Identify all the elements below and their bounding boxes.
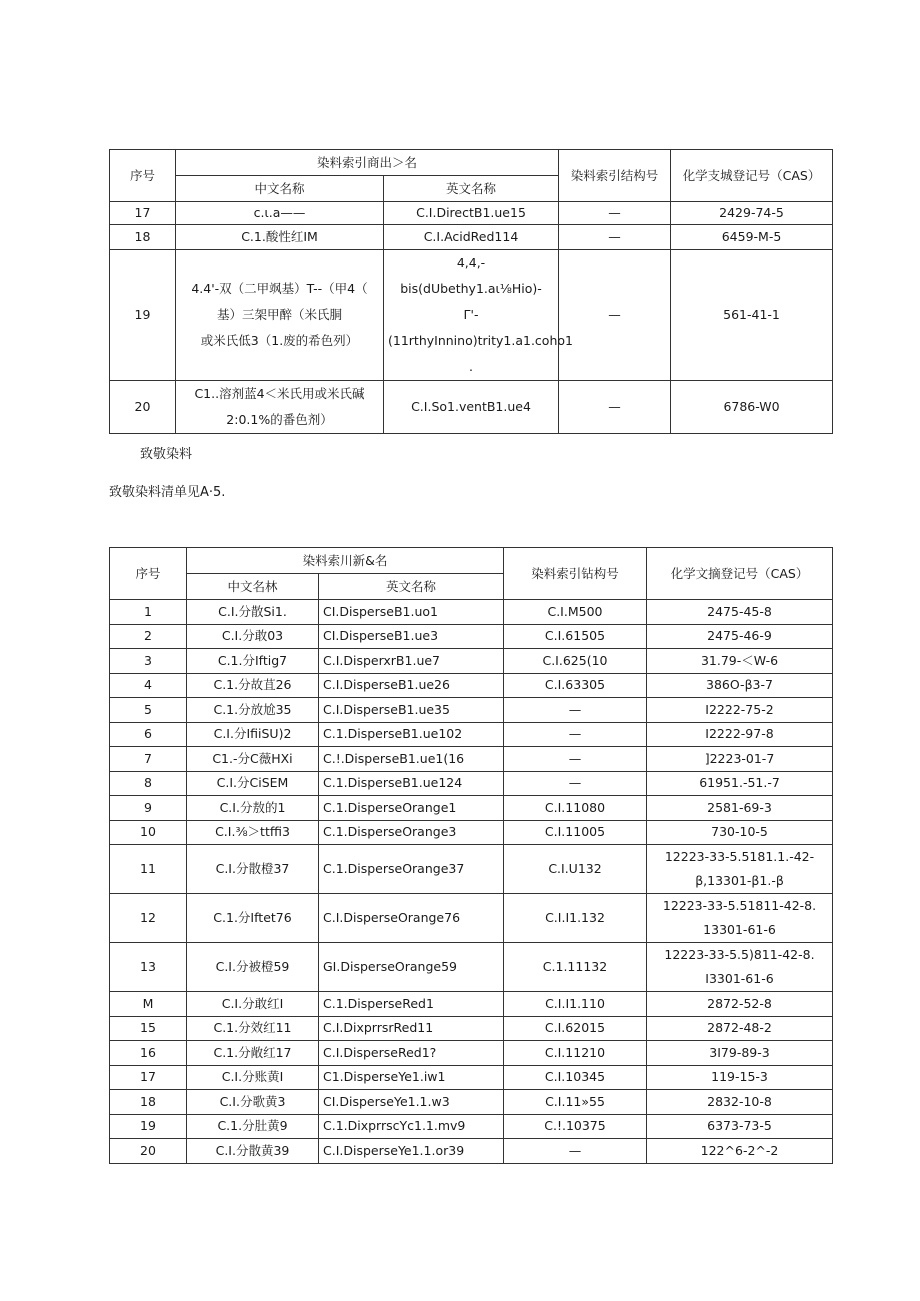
cell-cn-name-line: C.1.酸性红IM (241, 229, 318, 245)
cell-seq: M (110, 992, 187, 1017)
cell-seq: 19 (110, 1114, 187, 1139)
cell-cn-name-line: 或米氏低3（1.废的希色列） (200, 333, 359, 348)
cell-en-name: GI.DisperseOrange59 (319, 943, 504, 992)
cell-cas (647, 894, 833, 943)
cell-cas-line: 61951.-51.-7 (699, 775, 780, 791)
cell-seq: 13 (110, 943, 187, 992)
cell-cas (647, 698, 833, 723)
cell-cas-line: ]2223-01-7 (704, 750, 775, 766)
cell-cn-name-line: 2:0.1%的番色剂） (226, 412, 333, 427)
table-row (110, 698, 833, 723)
cell-cn-name: C.1.分故苴26 (187, 673, 319, 698)
cell-cn-name: C.1.分效红11 (187, 1016, 319, 1041)
cell-cas-line: 2832-10-8 (707, 1093, 772, 1109)
cell-en-name: C.1.DixprrscYc1.1.mv9 (319, 1114, 504, 1139)
cell-structure: C.!.10375 (504, 1114, 647, 1139)
cell-cn-name-line: 4.4'-双（二甲飒基）T--（甲4（ (191, 281, 368, 296)
cell-seq: 9 (110, 796, 187, 821)
cell-en-name: C.1.DisperseB1.ue102 (319, 722, 504, 747)
cell-structure: C.I.61505 (504, 624, 647, 649)
table-row (110, 1016, 833, 1041)
cell-cn-name: C.I.分CiSEM (187, 771, 319, 796)
table-row (110, 722, 833, 747)
cell-cn-name: C.I.分散橙37 (187, 845, 319, 894)
dye-table-1-body (110, 202, 833, 434)
cell-cas (647, 845, 833, 894)
header-index-name: 染料索川新&名 (187, 548, 504, 574)
cell-cas-line: 2475-45-8 (707, 603, 772, 619)
cell-en-name: C.I.DisperseYe1.1.or39 (319, 1139, 504, 1164)
cell-en-name: C.1.DisperseOrange1 (319, 796, 504, 821)
cell-cas (647, 1139, 833, 1164)
cell-cas-line: 730-10-5 (711, 824, 768, 840)
cell-en-name-line: C.I.DirectB1.ue15 (416, 205, 526, 221)
cell-seq: 12 (110, 894, 187, 943)
table-row (110, 747, 833, 772)
cell-seq: 3 (110, 649, 187, 674)
table-row (110, 673, 833, 698)
cell-cn-name: C.1.分放尬35 (187, 698, 319, 723)
header-cas: 化学文摘登记号（CAS） (647, 548, 833, 600)
header-en-name: 英文名称 (319, 574, 504, 600)
cell-en-name: C.I.DisperseB1.ue35 (319, 698, 504, 723)
cell-cn-name: C.I.分散Si1. (187, 600, 319, 625)
cell-en-name: C.!.DisperseB1.ue1(16 (319, 747, 504, 772)
cell-en-name: C1.DisperseYe1.iw1 (319, 1065, 504, 1090)
cell-cn-name (176, 381, 384, 434)
table-row (110, 992, 833, 1017)
cell-structure: — (504, 698, 647, 723)
cell-structure: C.I.11005 (504, 820, 647, 845)
cell-cas-line: 119-15-3 (711, 1069, 768, 1085)
dye-table-2 (109, 547, 833, 1164)
table-row (110, 1041, 833, 1066)
cell-cas-line: 6373-73-5 (707, 1118, 772, 1134)
cell-en-name: C.I.DisperseOrange76 (319, 894, 504, 943)
cell-en-name (384, 250, 573, 381)
header-cn-name: 中文名林 (187, 574, 319, 600)
cell-en-name-line: Γ'- (463, 307, 479, 322)
header-seq: 序号 (110, 150, 176, 202)
cell-en-name-line: . (469, 359, 473, 374)
cell-structure: C.1.11132 (504, 943, 647, 992)
cell-en-name: C.1.DisperseOrange3 (319, 820, 504, 845)
table-row (110, 649, 833, 674)
header-structure: 染料索引结构号 (559, 150, 671, 202)
cell-cas-line: 3I79-89-3 (709, 1044, 770, 1060)
cell-en-name-line: (11rthyInnino)trity1.a1.coho1 (388, 333, 573, 348)
dye-table-1 (109, 149, 833, 434)
table-row (110, 624, 833, 649)
cell-seq: 18 (110, 225, 176, 250)
table-row (110, 820, 833, 845)
table-row (110, 1114, 833, 1139)
table-row (110, 225, 833, 250)
cell-cn-name-line: C1..溶剂蓝4＜米氏用或米氏碱 (194, 386, 365, 401)
cell-en-name: C.I.DisperseB1.ue26 (319, 673, 504, 698)
header-cas: 化学支城登记号（CAS） (671, 150, 833, 202)
cell-seq: 6 (110, 722, 187, 747)
cell-cn-name: C.I.分敖的1 (187, 796, 319, 821)
cell-cn-name: C.1.分敞红17 (187, 1041, 319, 1066)
table-row (110, 845, 833, 894)
cell-cn-name: C.1.分Iftig7 (187, 649, 319, 674)
table-row (110, 202, 833, 225)
cell-seq: 4 (110, 673, 187, 698)
cell-seq: 17 (110, 202, 176, 225)
cell-cas: 6459-M-5 (671, 225, 833, 250)
cell-cas-line: β,13301-β1.-β (695, 873, 784, 888)
cell-cas (647, 943, 833, 992)
cell-cas-line: I3301-61-6 (705, 971, 774, 986)
table-row (110, 771, 833, 796)
cell-en-name: CI.DisperseYe1.1.w3 (319, 1090, 504, 1115)
cell-cas-line: 2581-69-3 (707, 799, 772, 815)
cell-cn-name: C.I.分敢红I (187, 992, 319, 1017)
cell-cas (647, 747, 833, 772)
cell-cn-name: C.1.分肚黄9 (187, 1114, 319, 1139)
cell-structure: — (559, 250, 671, 381)
cell-seq: 20 (110, 1139, 187, 1164)
cell-en-name: C.1.DisperseRed1 (319, 992, 504, 1017)
cell-cas (647, 600, 833, 625)
cell-structure: C.I.625(10 (504, 649, 647, 674)
cell-structure: C.I.U132 (504, 845, 647, 894)
cell-structure: C.I.M500 (504, 600, 647, 625)
cell-seq: 2 (110, 624, 187, 649)
header-seq: 序号 (110, 548, 187, 600)
cell-cas-line: 13301-61-6 (703, 922, 776, 937)
cell-en-name: C.I.DixprrsrRed11 (319, 1016, 504, 1041)
cell-en-name (384, 225, 559, 250)
header-index-name: 染料索引商出＞名 (176, 150, 559, 176)
header-structure: 染料索引钻构号 (504, 548, 647, 600)
cell-structure: C.I.62015 (504, 1016, 647, 1041)
cell-en-name: C.1.DisperseOrange37 (319, 845, 504, 894)
cell-cas (647, 624, 833, 649)
cell-cas (647, 771, 833, 796)
cell-seq: 20 (110, 381, 176, 434)
cell-seq: 15 (110, 1016, 187, 1041)
cell-cas (647, 1041, 833, 1066)
cell-structure: — (559, 381, 671, 434)
cell-cn-name: C.I.分敢03 (187, 624, 319, 649)
cell-seq: 5 (110, 698, 187, 723)
cell-cas-line: 386O-β3-7 (706, 677, 773, 693)
cell-seq: 7 (110, 747, 187, 772)
cell-cn-name: C.I.分歌黄3 (187, 1090, 319, 1115)
cell-cn-name: C.I.分账黄I (187, 1065, 319, 1090)
cell-cas (647, 649, 833, 674)
cell-cas-line: 2872-48-2 (707, 1020, 772, 1036)
header-cn-name: 中文名称 (176, 176, 384, 202)
table-row (110, 381, 833, 434)
cell-structure: C.I.11»55 (504, 1090, 647, 1115)
cell-cas (647, 1114, 833, 1139)
cell-cas: 6786-W0 (671, 381, 833, 434)
table-row (110, 943, 833, 992)
cell-seq: 8 (110, 771, 187, 796)
cell-cas (647, 1090, 833, 1115)
cell-seq: 16 (110, 1041, 187, 1066)
cell-en-name-line: C.I.So1.ventB1.ue4 (411, 399, 531, 415)
cell-cas (647, 820, 833, 845)
cell-en-name: C.I.DisperseRed1? (319, 1041, 504, 1066)
cell-cas (647, 1016, 833, 1041)
cell-cn-name: C.1.分Iftet76 (187, 894, 319, 943)
cell-cas (647, 1065, 833, 1090)
cell-cas-line: 2475-46-9 (707, 628, 772, 644)
table-row (110, 1139, 833, 1164)
cell-cas: 2429-74-5 (671, 202, 833, 225)
cell-structure: C.I.63305 (504, 673, 647, 698)
cell-cas (647, 673, 833, 698)
cell-cas (647, 992, 833, 1017)
cell-cn-name-line: c.ι.a—— (253, 205, 306, 221)
cell-cn-name: C.I.⅜＞ttffi3 (187, 820, 319, 845)
cell-structure: C.I.11210 (504, 1041, 647, 1066)
cell-structure: — (559, 202, 671, 225)
table-row (110, 600, 833, 625)
section-heading: 致敬染料 (140, 447, 193, 462)
cell-structure: — (504, 771, 647, 796)
table-row (110, 796, 833, 821)
cell-structure: — (504, 722, 647, 747)
cell-seq: 1 (110, 600, 187, 625)
cell-seq: 10 (110, 820, 187, 845)
header-en-name: 英文名称 (384, 176, 559, 202)
cell-cn-name: C.I.分散黄39 (187, 1139, 319, 1164)
cell-en-name-line: C.I.AcidRed114 (423, 229, 519, 245)
cell-seq: 17 (110, 1065, 187, 1090)
cell-cas-line: 12223-33-5.5)811-42-8. (664, 947, 815, 962)
cell-cas-line: 122^6-2^-2 (700, 1142, 779, 1158)
cell-cn-name (176, 250, 384, 381)
cell-structure: C.I.10345 (504, 1065, 647, 1090)
cell-en-name-line: 4,4,-bis(dUbethy1.aι⅛Hio)- (400, 255, 542, 296)
cell-structure: C.I.11080 (504, 796, 647, 821)
cell-en-name (384, 381, 559, 434)
cell-structure: — (504, 747, 647, 772)
table-row (110, 1090, 833, 1115)
cell-seq: 19 (110, 250, 176, 381)
cell-cn-name: C.I.分被橙59 (187, 943, 319, 992)
cell-seq: 18 (110, 1090, 187, 1115)
cell-cas-line: 12223-33-5.51811-42-8. (662, 898, 817, 913)
cell-cas-line: 12223-33-5.5181.1.-42- (664, 849, 815, 864)
cell-cas-line: I2222-75-2 (705, 701, 774, 717)
cell-cn-name (176, 202, 384, 225)
cell-seq: 11 (110, 845, 187, 894)
cell-cas-line: 2872-52-8 (707, 995, 772, 1011)
cell-en-name: CI.DisperseB1.ue3 (319, 624, 504, 649)
cell-structure: C.I.I1.132 (504, 894, 647, 943)
cell-cn-name (176, 225, 384, 250)
cell-en-name (384, 202, 559, 225)
dye-table-2-body (110, 600, 833, 1164)
cell-cn-name-line: 基）三架甲醉（米氏胴 (216, 307, 342, 322)
cell-structure: — (504, 1139, 647, 1164)
cell-cas (647, 796, 833, 821)
table-row (110, 250, 833, 381)
cell-cas-line: 31.79-＜W-6 (700, 652, 779, 668)
section-text: 致敬染料清单见A·5. (109, 485, 226, 500)
cell-en-name: C.I.DisperxrB1.ue7 (319, 649, 504, 674)
cell-cas-line: I2222-97-8 (705, 726, 774, 742)
cell-structure: C.I.I1.110 (504, 992, 647, 1017)
table-row (110, 1065, 833, 1090)
table-row (110, 894, 833, 943)
cell-en-name: C.1.DisperseB1.ue124 (319, 771, 504, 796)
cell-cas (647, 722, 833, 747)
cell-structure: — (559, 225, 671, 250)
cell-cn-name: C1.-分C薇HXi (187, 747, 319, 772)
cell-en-name: CI.DisperseB1.uo1 (319, 600, 504, 625)
cell-cn-name: C.I.分IfiiSU)2 (187, 722, 319, 747)
cell-cas: 561-41-1 (671, 250, 833, 381)
